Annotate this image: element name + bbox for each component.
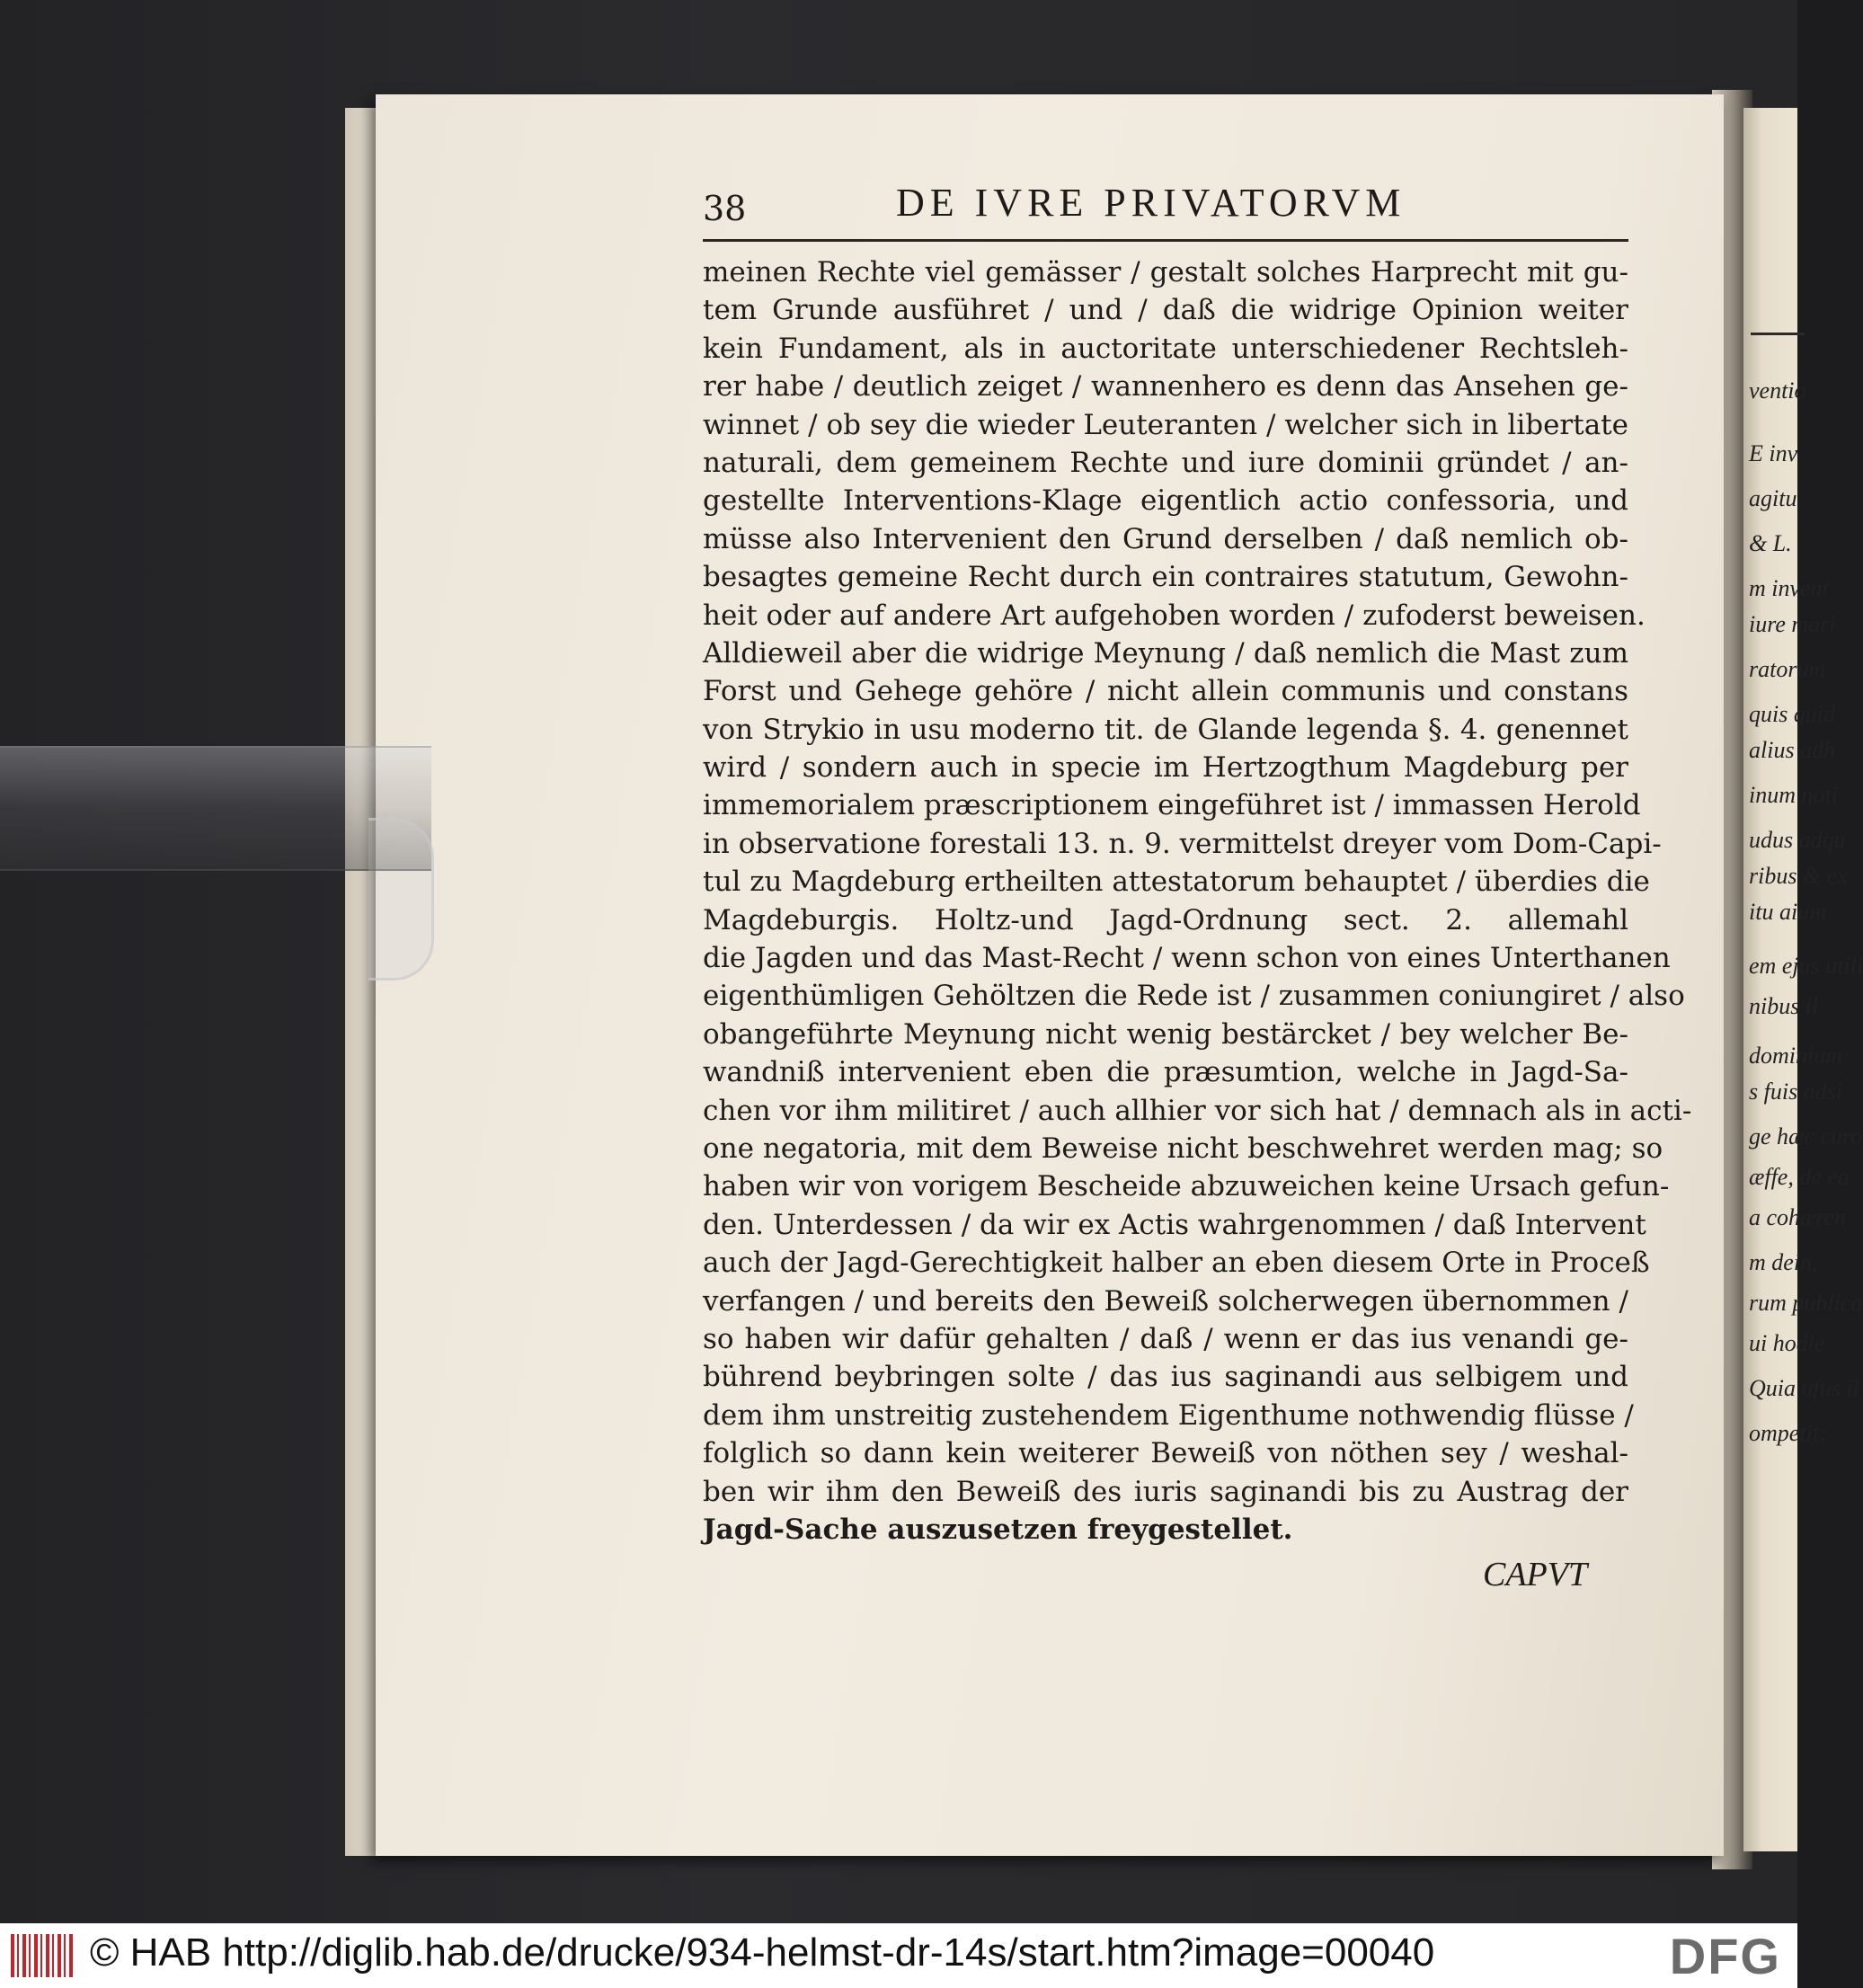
facing-page-fragment: ui hodie — [1749, 1330, 1825, 1356]
facing-page-fragment: udus adqu — [1749, 827, 1846, 853]
text-line: Alldieweil aber die widrige Meynung / daß nemlich die Mast zum — [703, 636, 1628, 670]
text-line: auch der Jagd-Gerechtigkeit halber an eben diesem Orte in Proceß — [703, 1247, 1650, 1280]
dfg-logo: DFG — [1669, 1928, 1781, 1984]
facing-page-fragment: itu aiunt — [1749, 899, 1828, 925]
facing-page-fragment: a cohæren — [1749, 1204, 1847, 1230]
facing-page-fragment: rum publica — [1749, 1290, 1863, 1316]
text-line: haben wir von vorigem Bescheide abzuweichen keine Ursach gefun- — [703, 1170, 1670, 1203]
text-line: heit oder auf andere Art aufgehoben worden / zufoderst beweisen. — [703, 599, 1646, 632]
facing-page-fragment: nibus il — [1749, 993, 1819, 1019]
text-line: die Jagden und das Mast-Recht / wenn schon von eines Unterthanen — [703, 942, 1671, 975]
facing-page-fragment: dominium — [1749, 1043, 1842, 1069]
body-text — [703, 253, 1692, 1549]
text-line: eigenthümligen Gehöltzen die Rede ist / zusammen coniungiret / also — [703, 980, 1685, 1013]
text-line: bührend beybringen solte / das ius saginandi aus selbigem und — [703, 1361, 1628, 1394]
facing-page-fragment: quis quid — [1749, 701, 1836, 727]
facing-page-fragment: ompetit; — [1749, 1420, 1827, 1446]
glass-plate-tip — [368, 818, 434, 981]
text-line: Magdeburgis. Holtz-und Jagd-Ordnung sect. 2. allemahl — [703, 903, 1628, 936]
text-line: besagtes gemeine Recht durch ein contraires statutum, Gewohn- — [703, 561, 1628, 594]
text-line: dem ihm unstreitig zustehendem Eigenthume nothwendig flüsse / — [703, 1398, 1634, 1432]
text-line: verfangen / und bereits den Beweiß solcherwegen übernommen / — [703, 1284, 1628, 1318]
text-line: müsse also Intervenient den Grund derselben / daß nemlich ob- — [703, 522, 1628, 555]
text-line: tem Grunde ausführet / und / daß die widrige Opinion weiter — [703, 294, 1628, 327]
text-line: kein Fundament, als in auctoritate unterschiedener Rechtsleh- — [703, 332, 1628, 365]
catchword: CAPVT — [1483, 1556, 1588, 1593]
facing-page-fragment: s fuis adsi — [1749, 1078, 1843, 1105]
facing-page-fragment: iure mari — [1749, 611, 1836, 637]
facing-page-fragment: æffe, de ea — [1749, 1164, 1850, 1190]
text-line: immemorialem præscriptionem eingeführet ist / immassen Herold — [703, 789, 1641, 822]
text-line: rer habe / deutlich zeiget / wannenhero es denn das Ansehen ge- — [703, 370, 1628, 404]
facing-page-fragment: inum noti — [1749, 782, 1838, 808]
page-left-edge — [345, 108, 376, 1856]
text-line: obangeführte Meynung nicht wenig bestärcket / bey welcher Be- — [703, 1017, 1628, 1051]
text-line: den. Unterdessen / da wir ex Actis wahrgenommen / daß Intervent — [703, 1208, 1646, 1241]
footer-credit-link[interactable]: © HAB http://diglib.hab.de/drucke/934-helmst-dr-14s/start.htm?image=00040 — [90, 1930, 1435, 1975]
text-line: folglich so dann kein weiterer Beweiß von nöthen sey / weshal- — [703, 1437, 1628, 1470]
text-line-last: Jagd-Sache auszusetzen freygestellet. — [703, 1513, 1293, 1546]
facing-page-fragment: agitu — [1749, 485, 1797, 511]
text-line: chen vor ihm militiret / auch allhier vor sich hat / demnach als in acti- — [703, 1094, 1692, 1127]
text-line: wird / sondern auch in specie im Hertzogthum Magdeburg per — [703, 751, 1628, 785]
text-line: tul zu Magdeburg ertheilten attestatorum behauptet / überdies die — [703, 865, 1650, 899]
barcode-icon — [11, 1934, 75, 1977]
text-line: one negatoria, mit dem Beweise nicht beschwehret werden mag; so — [703, 1132, 1663, 1165]
header-rule — [703, 239, 1628, 242]
text-line: meinen Rechte viel gemässer / gestalt solches Harprecht mit gu- — [703, 256, 1628, 288]
text-line: gestellte Interventions-Klage eigentlich actio confessoria, und — [703, 484, 1628, 518]
facing-page-edge — [1743, 108, 1863, 1851]
text-line: so haben wir dafür gehalten / daß / wenn er das ius venandi ge- — [703, 1322, 1628, 1355]
page-header — [703, 180, 1628, 234]
text-line: naturali, dem gemeinem Rechte und iure dominii gründet / an- — [703, 446, 1628, 479]
facing-page-fragment: E inv — [1749, 440, 1798, 466]
facing-page-fragment: ge hæc curo — [1749, 1123, 1863, 1149]
text-line: von Strykio in usu moderno tit. de Glande legenda §. 4. genennet — [703, 713, 1628, 746]
facing-page-fragment: ventio — [1749, 377, 1806, 404]
facing-page-fragment: & L. — [1749, 530, 1792, 556]
glass-plate-holder — [0, 746, 431, 871]
page-number: 38 — [703, 189, 747, 228]
facing-page-fragment: alius adh — [1749, 737, 1836, 763]
facing-page-fragment: em ejus utili — [1749, 953, 1863, 979]
footer-bar — [0, 1923, 1797, 1988]
text-line: ben wir ihm den Beweiß des iuris saginandi bis zu Austrag der — [703, 1475, 1628, 1508]
text-line: winnet / ob sey die wieder Leuteranten / welcher sich in libertate — [703, 408, 1628, 441]
facing-page-rule — [1751, 333, 1805, 335]
text-line: in observatione forestali 13. n. 9. vermittelst dreyer vom Dom-Capi- — [703, 827, 1662, 860]
facing-page-fragment: m dein, — [1749, 1249, 1818, 1275]
text-line: wandniß intervenient eben die præsumtion, welche in Jagd-Sa- — [703, 1056, 1628, 1089]
running-title: DE IVRE PRIVATORVM — [896, 181, 1406, 225]
facing-page-fragment: Quia ufus il — [1749, 1375, 1859, 1401]
facing-page-fragment: ribus & ex — [1749, 863, 1848, 889]
facing-page-fragment: ratorum — [1749, 656, 1826, 682]
facing-page-fragment: m invent — [1749, 575, 1829, 601]
text-line: Forst und Gehege gehöre / nicht allein communis und constans — [703, 675, 1628, 708]
